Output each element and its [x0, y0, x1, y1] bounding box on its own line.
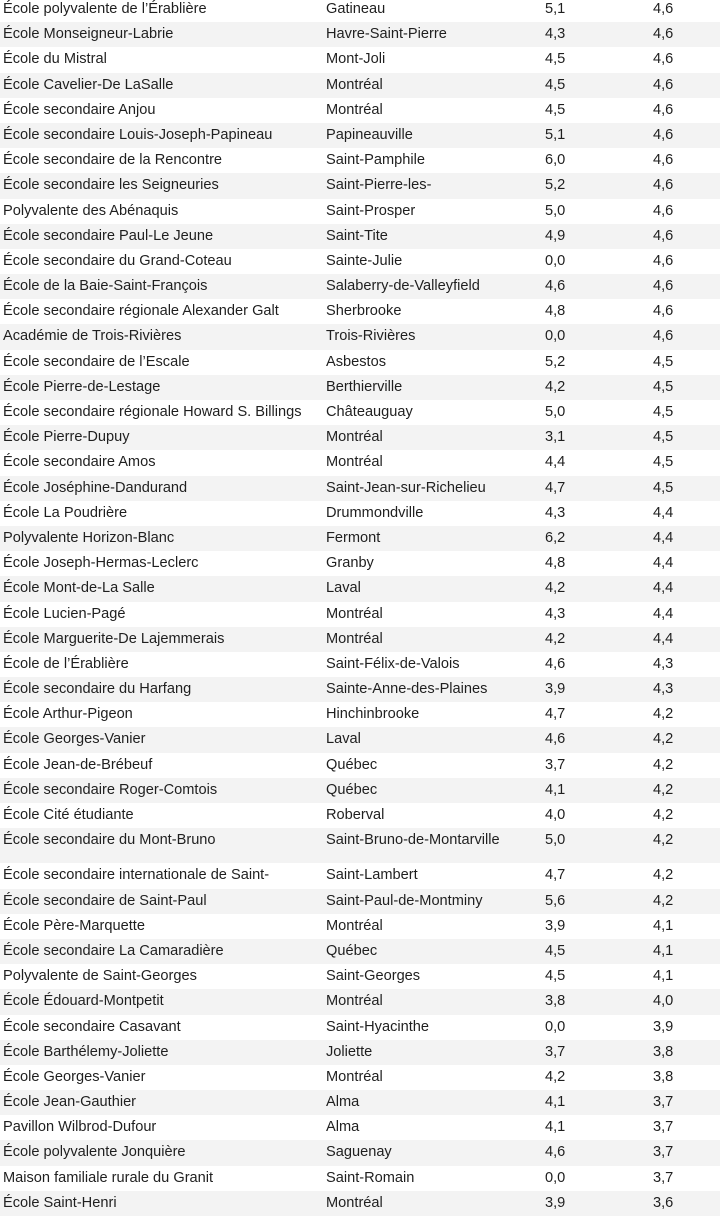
- city-cell: Montréal: [326, 101, 383, 118]
- score-2016-cell: 4,2: [545, 630, 566, 647]
- city-cell: Québec: [326, 756, 378, 773]
- table-row: [0, 778, 720, 803]
- school-name-cell: École Édouard-Montpetit: [3, 993, 164, 1010]
- school-name-cell: École polyvalente Jonquière: [3, 1144, 186, 1161]
- city-cell: Saint-Félix-de-Valois: [326, 655, 460, 672]
- score-2016-cell: 4,6: [545, 655, 566, 672]
- table-row: [0, 425, 720, 450]
- score-2017-cell: 4,6: [653, 152, 674, 169]
- table-row: [0, 1040, 720, 1065]
- table-row: [0, 375, 720, 400]
- table-row: [0, 73, 720, 98]
- table-row: [0, 627, 720, 652]
- score-2017-cell: 4,1: [653, 942, 674, 959]
- score-2017-cell: 4,3: [653, 681, 674, 698]
- table-row: [0, 324, 720, 349]
- score-2017-cell: 4,2: [653, 781, 674, 798]
- table-row: [0, 47, 720, 72]
- school-name-cell: École Pierre-de-Lestage: [3, 378, 161, 395]
- table-row: [0, 828, 720, 863]
- city-cell: Granby: [326, 555, 374, 572]
- school-name-cell: Polyvalente des Abénaquis: [3, 202, 179, 219]
- table-row: [0, 274, 720, 299]
- score-2016-cell: 6,0: [545, 152, 566, 169]
- score-2016-cell: 4,5: [545, 968, 566, 985]
- score-2017-cell: 4,5: [653, 429, 674, 446]
- table-row: [0, 350, 720, 375]
- school-name-cell: Polyvalente Horizon-Blanc: [3, 529, 175, 546]
- table-row: [0, 677, 720, 702]
- school-name-cell: École Pierre-Dupuy: [3, 429, 130, 446]
- school-name-cell: École Marguerite-De Lajemmerais: [3, 630, 225, 647]
- school-name-cell: École secondaire Paul-Le Jeune: [3, 227, 214, 244]
- score-2017-cell: 3,8: [653, 1068, 674, 1085]
- score-2017-cell: 4,5: [653, 479, 674, 496]
- score-2017-cell: 4,1: [653, 968, 674, 985]
- score-2016-cell: 4,5: [545, 51, 566, 68]
- school-name-cell: École Mont-de-La Salle: [3, 580, 155, 597]
- score-2016-cell: 4,7: [545, 706, 566, 723]
- score-2017-cell: 4,2: [653, 706, 674, 723]
- table-row: [0, 148, 720, 173]
- table-row: [0, 803, 720, 828]
- table-row: [0, 889, 720, 914]
- city-cell: Montréal: [326, 429, 383, 446]
- score-2016-cell: 5,6: [545, 892, 566, 909]
- city-cell: Saint-Georges: [326, 968, 421, 985]
- table-row: [0, 98, 720, 123]
- school-name-cell: École secondaire Louis-Joseph-Papineau: [3, 126, 273, 143]
- score-2017-cell: 4,6: [653, 202, 674, 219]
- score-2016-cell: 4,5: [545, 76, 566, 93]
- score-2017-cell: 4,0: [653, 993, 674, 1010]
- score-2016-cell: 5,1: [545, 126, 566, 143]
- score-2017-cell: 4,5: [653, 454, 674, 471]
- city-cell: Alma: [326, 1094, 360, 1111]
- school-name-cell: Pavillon Wilbrod-Dufour: [3, 1119, 157, 1136]
- score-2016-cell: 5,0: [545, 832, 566, 849]
- city-cell: Québec: [326, 942, 378, 959]
- table-row: [0, 551, 720, 576]
- score-2016-cell: 3,8: [545, 993, 566, 1010]
- score-2017-cell: 4,2: [653, 867, 674, 884]
- city-cell: Laval: [326, 580, 361, 597]
- score-2017-cell: 3,7: [653, 1094, 674, 1111]
- city-cell: Montréal: [326, 917, 383, 934]
- school-name-cell: École secondaire régionale Alexander Galt: [3, 303, 279, 320]
- city-cell: Roberval: [326, 807, 385, 823]
- table-row: [0, 989, 720, 1014]
- score-2017-cell: 4,6: [653, 227, 674, 244]
- score-2016-cell: 4,7: [545, 867, 566, 884]
- table-row: [0, 753, 720, 778]
- table-row: [0, 476, 720, 501]
- score-2017-cell: 4,2: [653, 731, 674, 748]
- city-cell: Saint-Bruno-de-Montarville: [326, 832, 500, 849]
- score-2017-cell: 4,6: [653, 76, 674, 93]
- score-2017-cell: 4,6: [653, 328, 674, 345]
- city-cell: Laval: [326, 731, 361, 748]
- city-cell: Trois-Rivières: [326, 328, 416, 345]
- score-2016-cell: 4,6: [545, 278, 566, 295]
- score-2016-cell: 5,1: [545, 1, 566, 17]
- city-cell: Saint-Hyacinthe: [326, 1018, 430, 1035]
- score-2016-cell: 4,7: [545, 479, 566, 496]
- table-row: [0, 199, 720, 224]
- city-cell: Papineauville: [326, 126, 413, 143]
- city-cell: Gatineau: [326, 1, 386, 17]
- city-cell: Drummondville: [326, 504, 424, 521]
- school-name-cell: École secondaire de Saint-Paul: [3, 892, 207, 909]
- table-row: [0, 0, 720, 22]
- school-name-cell: École Barthélemy-Joliette: [3, 1043, 169, 1060]
- school-name-cell: École secondaire Casavant: [3, 1018, 181, 1035]
- table-row: [0, 1140, 720, 1165]
- score-2016-cell: 4,8: [545, 555, 566, 572]
- score-2017-cell: 3,7: [653, 1169, 674, 1186]
- score-2017-cell: 4,5: [653, 378, 674, 395]
- score-2016-cell: 4,3: [545, 605, 566, 622]
- city-cell: Saguenay: [326, 1144, 392, 1161]
- city-cell: Montréal: [326, 993, 383, 1010]
- school-name-cell: École Cité étudiante: [3, 807, 134, 823]
- score-2016-cell: 4,2: [545, 580, 566, 597]
- table-row: [0, 1166, 720, 1191]
- city-cell: Montréal: [326, 76, 383, 93]
- score-2017-cell: 4,5: [653, 353, 674, 370]
- score-2017-cell: 4,4: [653, 580, 674, 597]
- city-cell: Montréal: [326, 1194, 383, 1211]
- score-2017-cell: 4,6: [653, 303, 674, 320]
- table-row: [0, 702, 720, 727]
- score-2016-cell: 0,0: [545, 1169, 566, 1186]
- school-name-cell: Maison familiale rurale du Granit: [3, 1169, 214, 1186]
- school-name-cell: École de la Baie-Saint-François: [3, 278, 208, 295]
- city-cell: Sainte-Julie: [326, 252, 403, 269]
- city-cell: Hinchinbrooke: [326, 706, 420, 723]
- school-name-cell: École Joseph-Hermas-Leclerc: [3, 555, 199, 572]
- score-2017-cell: 4,2: [653, 892, 674, 909]
- score-2017-cell: 4,6: [653, 101, 674, 118]
- city-cell: Asbestos: [326, 353, 387, 370]
- school-name-cell: École Joséphine-Dandurand: [3, 479, 188, 496]
- school-name-cell: École La Poudrière: [3, 504, 128, 521]
- score-2017-cell: 4,4: [653, 555, 674, 572]
- school-name-cell: École secondaire Anjou: [3, 101, 156, 118]
- school-name-cell: École secondaire La Camaradière: [3, 942, 224, 959]
- city-cell: Québec: [326, 781, 378, 798]
- city-cell: Châteauguay: [326, 404, 413, 420]
- score-2016-cell: 6,2: [545, 529, 566, 546]
- city-cell: Saint-Lambert: [326, 867, 418, 884]
- score-2016-cell: 4,0: [545, 807, 566, 823]
- city-cell: Montréal: [326, 454, 383, 471]
- table-row: [0, 526, 720, 551]
- table-row: [0, 939, 720, 964]
- score-2016-cell: 4,9: [545, 227, 566, 244]
- school-name-cell: École secondaire de la Rencontre: [3, 152, 223, 169]
- table-row: [0, 249, 720, 274]
- table-row: [0, 1115, 720, 1140]
- school-name-cell: École secondaire du Grand-Coteau: [3, 252, 232, 269]
- city-cell: Saint-Paul-de-Montminy: [326, 892, 483, 909]
- score-2017-cell: 4,5: [653, 404, 674, 420]
- school-name-cell: Polyvalente de Saint-Georges: [3, 968, 197, 985]
- table-row: [0, 224, 720, 249]
- school-name-cell: École Monseigneur-Labrie: [3, 26, 174, 43]
- score-2017-cell: 4,4: [653, 605, 674, 622]
- score-2016-cell: 3,9: [545, 681, 566, 698]
- table-row: [0, 22, 720, 47]
- score-2017-cell: 4,6: [653, 278, 674, 295]
- score-2017-cell: 3,7: [653, 1144, 674, 1161]
- school-name-cell: École Georges-Vanier: [3, 731, 146, 748]
- score-2016-cell: 4,1: [545, 1119, 566, 1136]
- city-cell: Joliette: [326, 1043, 373, 1060]
- table-row: [0, 863, 720, 888]
- score-2016-cell: 4,5: [545, 942, 566, 959]
- school-name-cell: École secondaire Roger-Comtois: [3, 781, 218, 798]
- table-row: [0, 576, 720, 601]
- score-2016-cell: 4,4: [545, 454, 566, 471]
- table-row: [0, 914, 720, 939]
- table-row: [0, 1191, 720, 1216]
- score-2017-cell: 4,2: [653, 807, 674, 823]
- city-cell: Montréal: [326, 630, 383, 647]
- school-name-cell: École secondaire les Seigneuries: [3, 177, 219, 194]
- school-name-cell: École secondaire de l’Escale: [3, 353, 190, 370]
- score-2016-cell: 4,6: [545, 1144, 566, 1161]
- city-cell: Salaberry-de-Valleyfield: [326, 278, 480, 295]
- school-name-cell: École Georges-Vanier: [3, 1068, 146, 1085]
- score-2016-cell: 4,5: [545, 101, 566, 118]
- school-name-cell: École secondaire régionale Howard S. Billings: [3, 404, 302, 420]
- score-2017-cell: 4,2: [653, 756, 674, 773]
- score-2016-cell: 4,3: [545, 26, 566, 43]
- city-cell: Sainte-Anne-des-Plaines: [326, 681, 488, 698]
- score-2016-cell: 3,7: [545, 756, 566, 773]
- score-2016-cell: 0,0: [545, 1018, 566, 1035]
- score-2016-cell: 3,7: [545, 1043, 566, 1060]
- score-2016-cell: 4,6: [545, 731, 566, 748]
- score-2017-cell: 4,3: [653, 655, 674, 672]
- score-2016-cell: 3,9: [545, 917, 566, 934]
- score-2016-cell: 5,2: [545, 353, 566, 370]
- school-name-cell: École Arthur-Pigeon: [3, 706, 133, 723]
- score-2017-cell: 4,1: [653, 917, 674, 934]
- table-row: [0, 173, 720, 198]
- table-row: [0, 1065, 720, 1090]
- table-row: [0, 964, 720, 989]
- table-row: [0, 123, 720, 148]
- school-name-cell: École de l’Érablière: [3, 655, 129, 672]
- school-name-cell: École polyvalente de l’Érablière: [3, 1, 207, 17]
- city-cell: Sherbrooke: [326, 303, 402, 320]
- school-name-cell: École Jean-Gauthier: [3, 1094, 137, 1111]
- school-name-cell: École secondaire du Harfang: [3, 681, 192, 698]
- score-2017-cell: 4,4: [653, 529, 674, 546]
- table-row: [0, 1015, 720, 1040]
- score-2017-cell: 4,6: [653, 26, 674, 43]
- school-name-cell: École Lucien-Pagé: [3, 605, 126, 622]
- score-2017-cell: 4,6: [653, 252, 674, 269]
- table-row: [0, 652, 720, 677]
- table-row: [0, 1090, 720, 1115]
- school-name-cell: École Saint-Henri: [3, 1194, 117, 1211]
- school-name-cell: École Jean-de-Brébeuf: [3, 756, 153, 773]
- score-2017-cell: 4,4: [653, 504, 674, 521]
- city-cell: Saint-Pamphile: [326, 152, 425, 169]
- city-cell: Alma: [326, 1119, 360, 1136]
- table-row: [0, 400, 720, 425]
- city-cell: Montréal: [326, 1068, 383, 1085]
- score-2016-cell: 4,1: [545, 1094, 566, 1111]
- city-cell: Saint-Tite: [326, 227, 388, 244]
- score-2017-cell: 3,7: [653, 1119, 674, 1136]
- city-cell: Saint-Jean-sur-Richelieu: [326, 479, 486, 496]
- school-name-cell: École secondaire Amos: [3, 454, 156, 471]
- school-name-cell: École secondaire du Mont-Bruno: [3, 832, 216, 849]
- score-2017-cell: 3,8: [653, 1043, 674, 1060]
- city-cell: Berthierville: [326, 378, 403, 395]
- score-2016-cell: 0,0: [545, 252, 566, 269]
- table-row: [0, 450, 720, 475]
- score-2016-cell: 4,2: [545, 378, 566, 395]
- score-2016-cell: 3,9: [545, 1194, 566, 1211]
- score-2017-cell: 4,6: [653, 51, 674, 68]
- table-row: [0, 727, 720, 752]
- city-cell: Havre-Saint-Pierre: [326, 26, 447, 43]
- school-name-cell: École du Mistral: [3, 51, 107, 68]
- score-2017-cell: 3,6: [653, 1194, 674, 1211]
- score-2017-cell: 4,6: [653, 126, 674, 143]
- score-2016-cell: 5,0: [545, 202, 566, 219]
- table-row: [0, 501, 720, 526]
- city-cell: Saint-Pierre-les-: [326, 177, 432, 194]
- score-2017-cell: 4,6: [653, 177, 674, 194]
- table-row: [0, 602, 720, 627]
- city-cell: Mont-Joli: [326, 51, 386, 68]
- score-2016-cell: 5,2: [545, 177, 566, 194]
- score-2017-cell: 3,9: [653, 1018, 674, 1035]
- school-name-cell: École Père-Marquette: [3, 917, 145, 934]
- score-2016-cell: 3,1: [545, 429, 566, 446]
- score-2016-cell: 4,1: [545, 781, 566, 798]
- city-cell: Saint-Romain: [326, 1169, 415, 1186]
- score-2016-cell: 4,8: [545, 303, 566, 320]
- city-cell: Fermont: [326, 529, 381, 546]
- school-name-cell: Académie de Trois-Rivières: [3, 328, 182, 345]
- table-row: [0, 299, 720, 324]
- city-cell: Montréal: [326, 605, 383, 622]
- score-2017-cell: 4,4: [653, 630, 674, 647]
- score-2016-cell: 0,0: [545, 328, 566, 345]
- score-2016-cell: 5,0: [545, 404, 566, 420]
- score-2017-cell: 4,6: [653, 1, 674, 17]
- school-name-cell: École Cavelier-De LaSalle: [3, 76, 174, 93]
- score-2016-cell: 4,2: [545, 1068, 566, 1085]
- score-2017-cell: 4,2: [653, 832, 674, 849]
- score-2016-cell: 4,3: [545, 504, 566, 521]
- school-name-cell: École secondaire internationale de Saint-: [3, 867, 270, 884]
- city-cell: Saint-Prosper: [326, 202, 416, 219]
